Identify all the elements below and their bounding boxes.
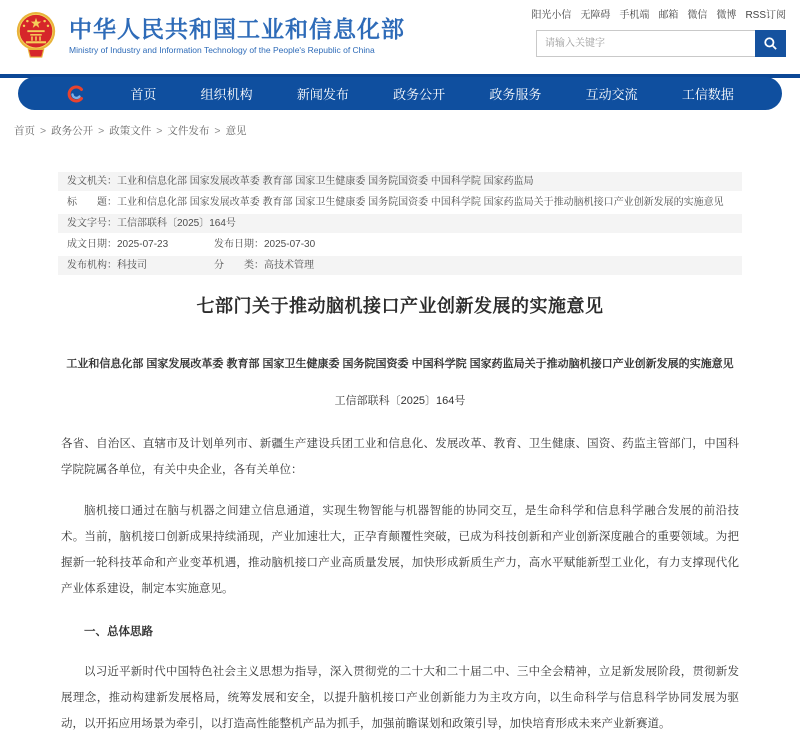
nav-item-interaction[interactable]: 互动交流 (585, 87, 638, 102)
meta-row-dates (58, 235, 742, 254)
meta-cell-signed-date (67, 238, 214, 251)
meta-row-title (58, 193, 742, 212)
article-doc-number: 工信部联科〔2025〕164号 (334, 395, 466, 407)
meta-value: 工信部联科〔2025〕164号 (117, 218, 236, 229)
nav-item-home[interactable]: 首页 (130, 87, 157, 102)
meta-label: 标 题： (67, 197, 117, 208)
link-wechat[interactable]: 微信 (687, 10, 708, 21)
section-heading-overall-approach: 一、总体思路 (84, 626, 153, 638)
link-mobile[interactable]: 手机端 (619, 10, 650, 21)
search-input[interactable] (536, 30, 755, 57)
breadcrumb-separator: > (214, 125, 221, 137)
site-brand-text (69, 15, 405, 55)
meta-value: 工业和信息化部 国家发展改革委 教育部 国家卫生健康委 国务院国资委 中国科学院 国家药监局 (117, 176, 534, 187)
link-rss[interactable]: RSS订阅 (745, 10, 786, 21)
search-button[interactable] (755, 30, 786, 57)
meta-value: 高技术管理 (264, 260, 314, 271)
meta-label: 发文机关： (67, 176, 117, 187)
search-bar (536, 30, 786, 57)
meta-row-issuing-agency (58, 172, 742, 191)
nav-item-news[interactable]: 新闻发布 (296, 87, 349, 102)
miit-swirl-logo-icon[interactable] (66, 84, 86, 104)
meta-label: 发文字号： (67, 218, 117, 229)
link-sunshine-service[interactable]: 阳光小信 (531, 10, 572, 21)
breadcrumb-gov-disclosure[interactable]: 政务公开 (51, 125, 94, 137)
meta-cell-publisher (67, 259, 214, 272)
nav-item-organization[interactable]: 组织机构 (200, 87, 253, 102)
meta-value: 科技司 (117, 260, 147, 271)
nav-bar (18, 77, 782, 110)
meta-label: 发布日期： (214, 239, 264, 250)
breadcrumb-home[interactable]: 首页 (14, 125, 35, 137)
section-paragraph: 以习近平新时代中国特色社会主义思想为指导，深入贯彻党的二十大和二十届二中、三中全会精神，立足新发展阶段，贯彻新发展理念，推动构建新发展格局，统筹发展和安全，以提升脑机接口产业创新能力为主攻方向，以生命科学与信息科学协同发展为驱动，以开拓应用场景为牵引，以打造高性能整机产品为抓手，加强前瞻谋划和政策引导，加快培育形成未来产业新赛道。 (61, 666, 739, 730)
meta-label: 发布机构： (67, 260, 117, 271)
nav-item-miit-data[interactable]: 工信数据 (681, 87, 734, 102)
main-nav (0, 74, 800, 112)
breadcrumb-opinions[interactable]: 意见 (225, 125, 247, 137)
site-title: 中华人民共和国工业和信息化部 (69, 16, 405, 42)
nav-item-gov-disclosure[interactable]: 政务公开 (393, 87, 446, 102)
meta-row-publisher-category (58, 256, 742, 275)
national-emblem-icon (13, 8, 59, 62)
utility-links (531, 6, 786, 21)
meta-row-doc-number (58, 214, 742, 233)
link-weibo[interactable]: 微博 (716, 10, 737, 21)
article (61, 292, 739, 737)
link-accessibility[interactable]: 无障碍 (580, 10, 611, 21)
site-brand[interactable] (13, 8, 405, 62)
link-mail[interactable]: 邮箱 (658, 10, 679, 21)
breadcrumb-separator: > (98, 125, 105, 137)
breadcrumb-separator: > (156, 125, 163, 137)
nav-item-gov-services[interactable]: 政务服务 (489, 87, 542, 102)
meta-value: 工业和信息化部 国家发展改革委 教育部 国家卫生健康委 国务院国资委 中国科学院 国家药监局关于推动脑机接口产业创新发展的实施意见 (117, 197, 724, 208)
breadcrumb-policy-documents[interactable]: 政策文件 (109, 125, 152, 137)
meta-label: 分 类： (214, 260, 264, 271)
site-header (0, 0, 800, 72)
search-icon (763, 36, 778, 51)
article-subtitle: 工业和信息化部 国家发展改革委 教育部 国家卫生健康委 国务院国资委 中国科学院 国家药监局关于推动脑机接口产业创新发展的实施意见 (66, 358, 734, 370)
article-intro-paragraph: 脑机接口通过在脑与机器之间建立信息通道，实现生物智能与机器智能的协同交互，是生命科学和信息科学融合发展的前沿技术。当前，脑机接口创新成果持续涌现，产业加速壮大，正孕育颠覆性突破，已成为科技创新和产业创新深度融合的重要领域。为把握新一轮科技革命和产业变革机遇，推动脑机接口产业高质量发展，加快形成新质生产力，高水平赋能新型工业化，有力支撑现代化产业体系建设，制定本实施意见。 (61, 505, 739, 595)
meta-value: 2025-07-23 (117, 239, 169, 250)
breadcrumb-document-release[interactable]: 文件发布 (167, 125, 210, 137)
meta-value: 2025-07-30 (264, 239, 316, 250)
breadcrumb (0, 112, 800, 146)
meta-label: 成文日期： (67, 239, 117, 250)
header-right (531, 6, 786, 57)
article-addressee: 各省、自治区、直辖市及计划单列市、新疆生产建设兵团工业和信息化、发展改革、教育、卫生健康、国资、药监主管部门，中国科学院院属各单位，有关中央企业，各有关单位： (61, 438, 739, 476)
meta-cell-category (214, 259, 314, 272)
site-subtitle: Ministry of Industry and Information Technology of the People's Republic of China (69, 45, 375, 55)
meta-cell-publish-date (214, 238, 315, 251)
document-meta-table (58, 172, 742, 275)
article-title: 七部门关于推动脑机接口产业创新发展的实施意见 (196, 296, 604, 316)
breadcrumb-separator: > (40, 125, 47, 137)
